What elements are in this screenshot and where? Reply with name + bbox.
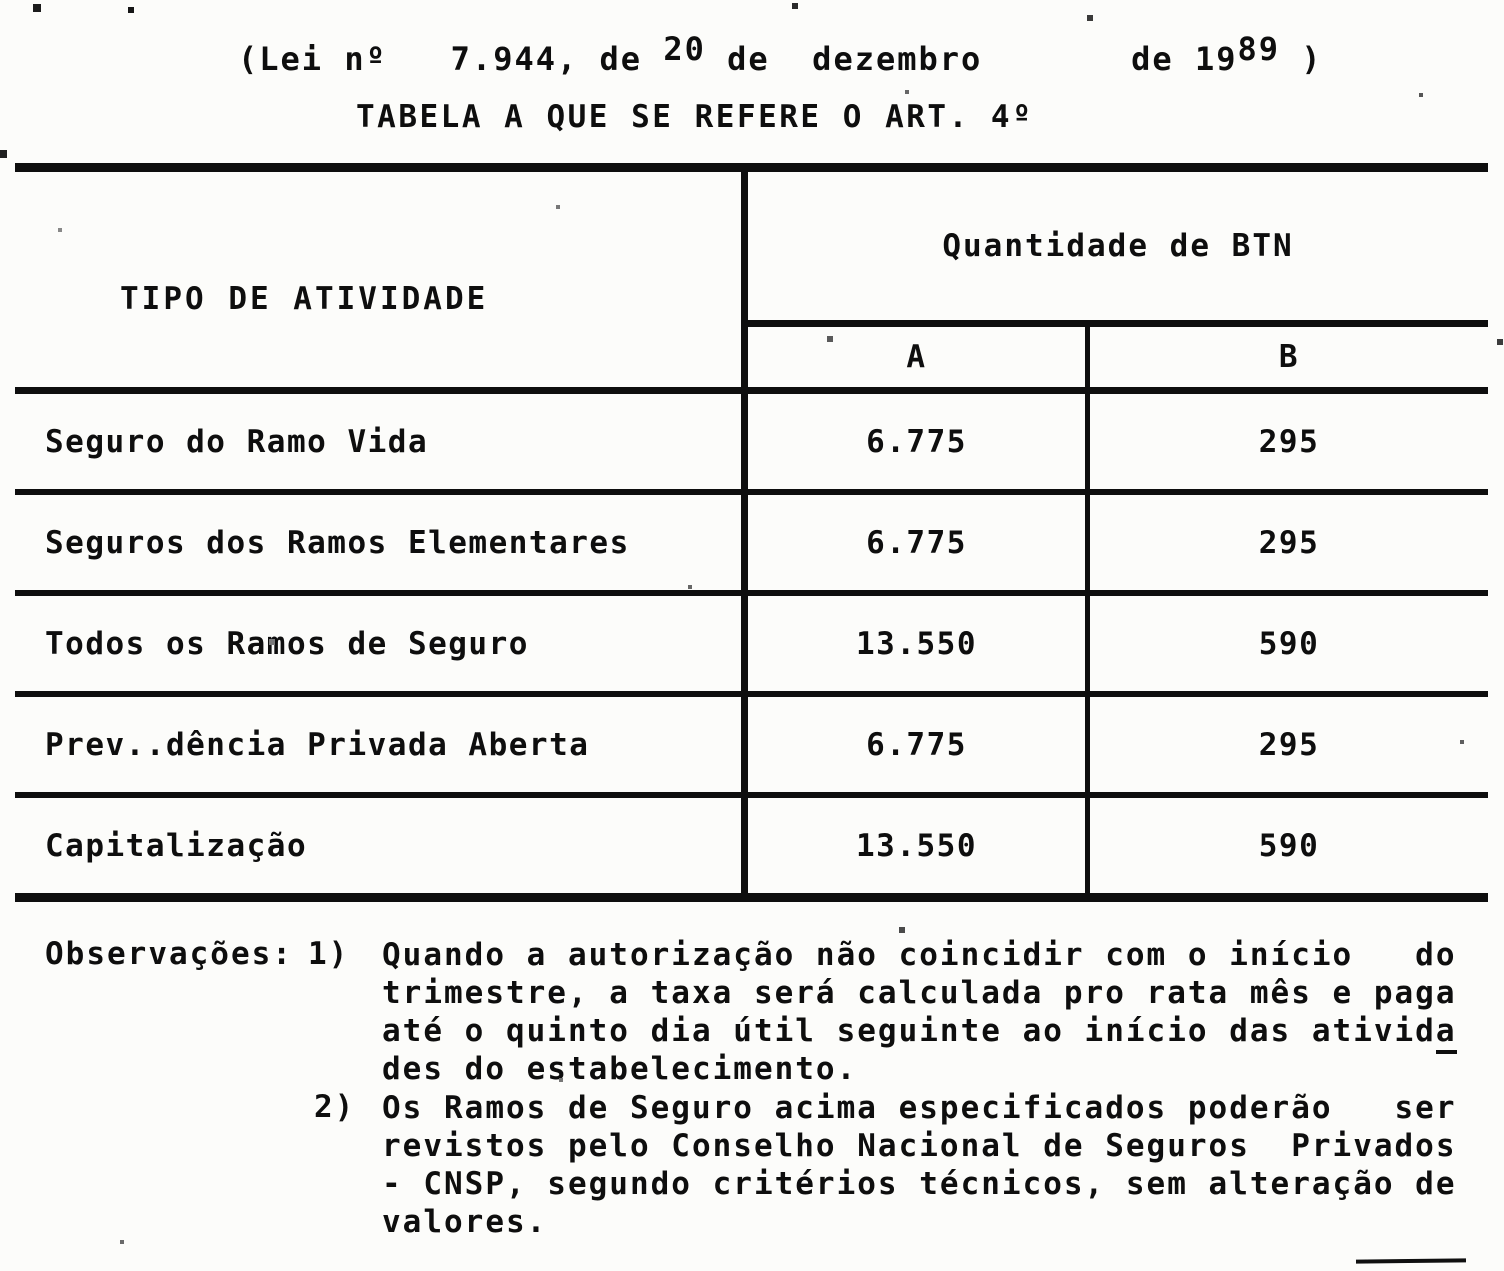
activity-cell: Capitalização xyxy=(15,798,748,893)
law-title-close: ) xyxy=(1280,40,1323,78)
value-b-cell: 295 xyxy=(1258,524,1320,561)
scan-noise-specks xyxy=(0,0,2,2)
observations-label: Observações: xyxy=(45,936,293,972)
law-year-suffix: 89 xyxy=(1237,30,1281,68)
table-row xyxy=(15,798,1488,893)
law-title-mid: de dezembro xyxy=(705,40,1132,78)
value-a-cell: 6.775 xyxy=(748,495,1090,590)
value-b-cell: 590 xyxy=(1258,827,1320,864)
table-row xyxy=(15,697,1488,798)
value-a-cell: 6.775 xyxy=(748,697,1090,792)
column-header-btn-quantity: Quantidade de BTN xyxy=(748,172,1488,327)
law-year-prefix: de 19 xyxy=(1131,40,1238,78)
table-header xyxy=(15,172,1488,394)
activity-cell: Seguro do Ramo Vida xyxy=(15,394,748,489)
law-day: 20 xyxy=(663,30,706,68)
activity-cell: Todos os Ramos de Seguro xyxy=(15,596,748,691)
observation-1-line: trimestre, a taxa será calculada pro rata mês e paga xyxy=(382,975,1457,1011)
table-row xyxy=(15,495,1488,596)
value-b-cell: 295 xyxy=(1258,423,1320,460)
column-header-b: B xyxy=(1278,339,1300,375)
btn-fee-table xyxy=(15,163,1488,902)
value-a-cell: 6.775 xyxy=(748,394,1090,489)
observation-1-text xyxy=(382,936,1457,1088)
scan-artifact-line xyxy=(1356,1258,1466,1263)
table-caption: TABELA A QUE SE REFERE O ART. 4º xyxy=(356,99,1034,135)
table-row xyxy=(15,596,1488,697)
hyphenation-underline-mark: a xyxy=(1436,1013,1457,1054)
subcolumn-header-row xyxy=(748,327,1488,387)
value-a-cell: 13.550 xyxy=(748,798,1090,893)
column-header-a: A xyxy=(748,327,1090,387)
observation-2-line: revistos pelo Conselho Nacional de Seguros Privados xyxy=(382,1128,1457,1164)
observation-1-line xyxy=(382,1012,1457,1050)
observation-1-line: des do estabelecimento. xyxy=(382,1051,858,1087)
value-b-cell: 295 xyxy=(1258,726,1320,763)
table-row xyxy=(15,394,1488,495)
value-b-cell: 590 xyxy=(1258,625,1320,662)
observation-2-line: Os Ramos de Seguro acima especificados poderão ser xyxy=(382,1090,1457,1126)
observation-1-line: Quando a autorização não coincidir com o início do xyxy=(382,937,1457,973)
law-title xyxy=(238,30,1323,78)
observation-1-number: 1) xyxy=(308,936,350,972)
activity-cell: Prev..dência Privada Aberta xyxy=(15,697,748,792)
value-a-cell: 13.550 xyxy=(748,596,1090,691)
observation-2-line: valores. xyxy=(382,1204,548,1240)
observation-2-number: 2) xyxy=(314,1089,356,1125)
observation-2-text xyxy=(382,1089,1457,1241)
column-header-activity: TIPO DE ATIVIDADE xyxy=(15,172,748,387)
column-group-btn xyxy=(748,172,1488,387)
law-title-prefix: (Lei nº 7.944, de xyxy=(238,40,664,78)
observation-1-line3-main: até o quinto dia útil seguinte ao início das ativid xyxy=(382,1013,1436,1049)
activity-cell: Seguros dos Ramos Elementares xyxy=(15,495,748,590)
observation-2-line: - CNSP, segundo critérios técnicos, sem alteração de xyxy=(382,1166,1457,1202)
